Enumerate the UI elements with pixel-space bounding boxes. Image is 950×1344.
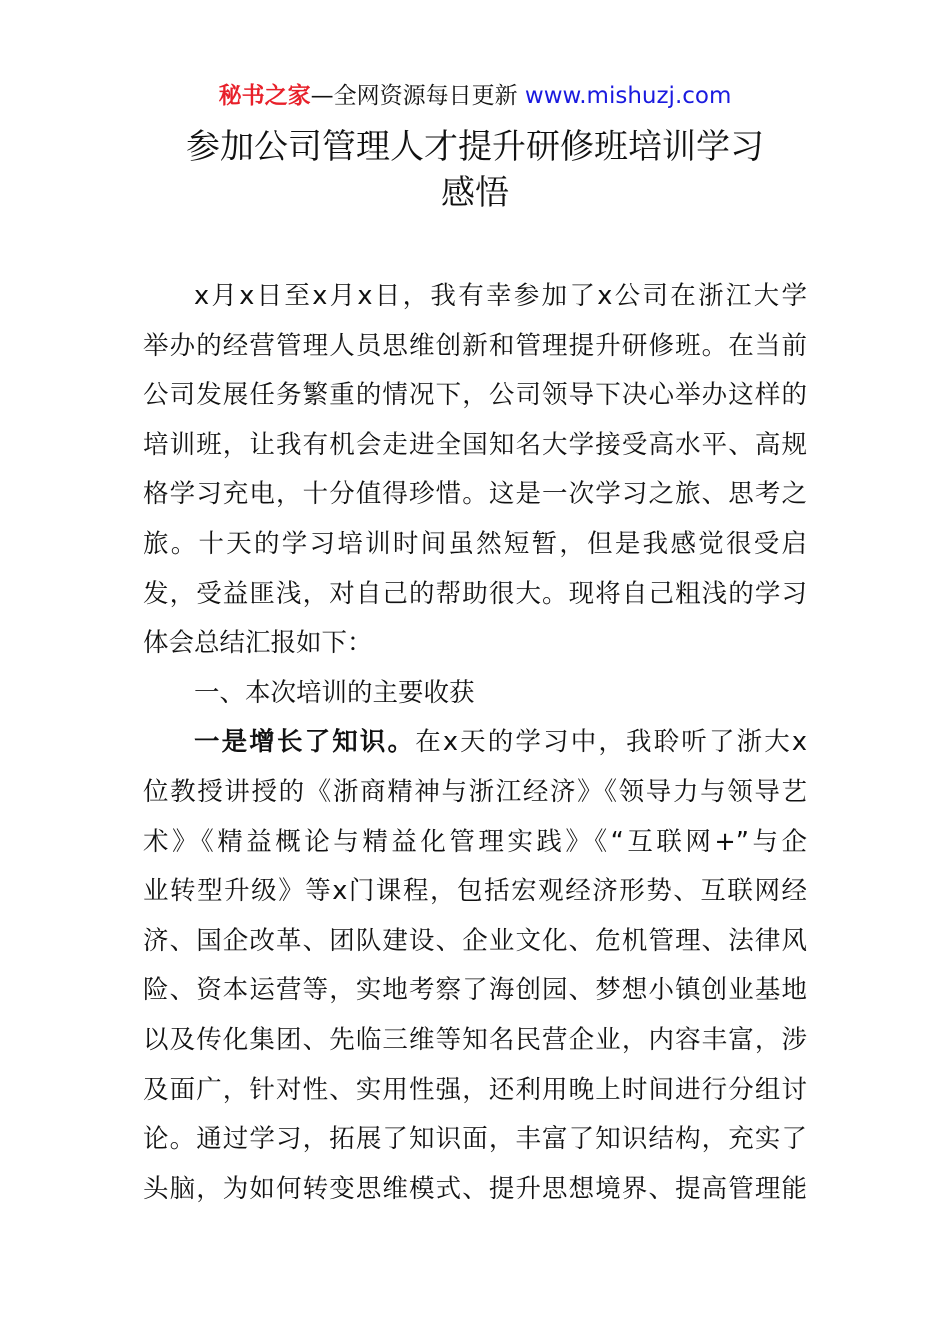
text-line: 发，受益匪浅，对自己的帮助很大。现将自己粗浅的学习 [143, 578, 807, 609]
paragraph-knowledge [143, 718, 807, 1214]
text-line: 业转型升级》等x门课程，包括宏观经济形势、互联网经 [143, 876, 807, 907]
text-line: 以及传化集团、先临三维等知名民营企业，内容丰富，涉 [143, 1024, 807, 1055]
site-tagline: —全网资源每日更新 [310, 83, 518, 109]
text-line: 举办的经营管理人员思维创新和管理提升研修班。在当前 [143, 330, 807, 361]
title-line-2: 感悟 [441, 173, 509, 213]
site-header [0, 80, 950, 112]
site-url-link[interactable]: www.mishuzj.com [524, 83, 732, 109]
text-line: 险、资本运营等，实地考察了海创园、梦想小镇创业基地 [143, 975, 807, 1006]
document-title [120, 124, 830, 216]
section-heading: 一、本次培训的主要收获 [194, 677, 475, 708]
lead-rest: 在x天的学习中，我聆听了浙大x [415, 727, 807, 758]
title-line-1: 参加公司管理人才提升研修班培训学习 [186, 127, 764, 167]
text-line [143, 718, 807, 768]
bold-lead: 一是增长了知识。 [194, 727, 416, 758]
text-line: 及面广，针对性、实用性强，还利用晚上时间进行分组讨 [143, 1074, 807, 1105]
text-line: 旅。十天的学习培训时间虽然短暂，但是我感觉很受启 [143, 528, 807, 559]
text-line: 位教授讲授的《浙商精神与浙江经济》《领导力与领导艺 [143, 776, 807, 807]
text-line: 格学习充电，十分值得珍惜。这是一次学习之旅、思考之 [143, 479, 807, 510]
text-line: 体会总结汇报如下： [143, 628, 373, 659]
text-line: 论。通过学习，拓展了知识面，丰富了知识结构，充实了 [143, 1124, 807, 1155]
text-line: 公司发展任务繁重的情况下，公司领导下决心举办这样的 [143, 380, 807, 411]
paragraph-intro [143, 272, 807, 669]
text-line: 头脑，为如何转变思维模式、提升思想境界、提高管理能 [143, 1173, 807, 1204]
text-line: 济、国企改革、团队建设、企业文化、危机管理、法律风 [143, 925, 807, 956]
brand-name: 秘书之家 [218, 83, 311, 109]
text-line: 术》《精益概论与精益化管理实践》《“互联网+”与企 [143, 826, 807, 857]
document-body [143, 272, 807, 1214]
text-line: 培训班，让我有机会走进全国知名大学接受高水平、高规 [143, 429, 807, 460]
text-line: x月x日至x月x日，我有幸参加了x公司在浙江大学 [194, 281, 807, 311]
